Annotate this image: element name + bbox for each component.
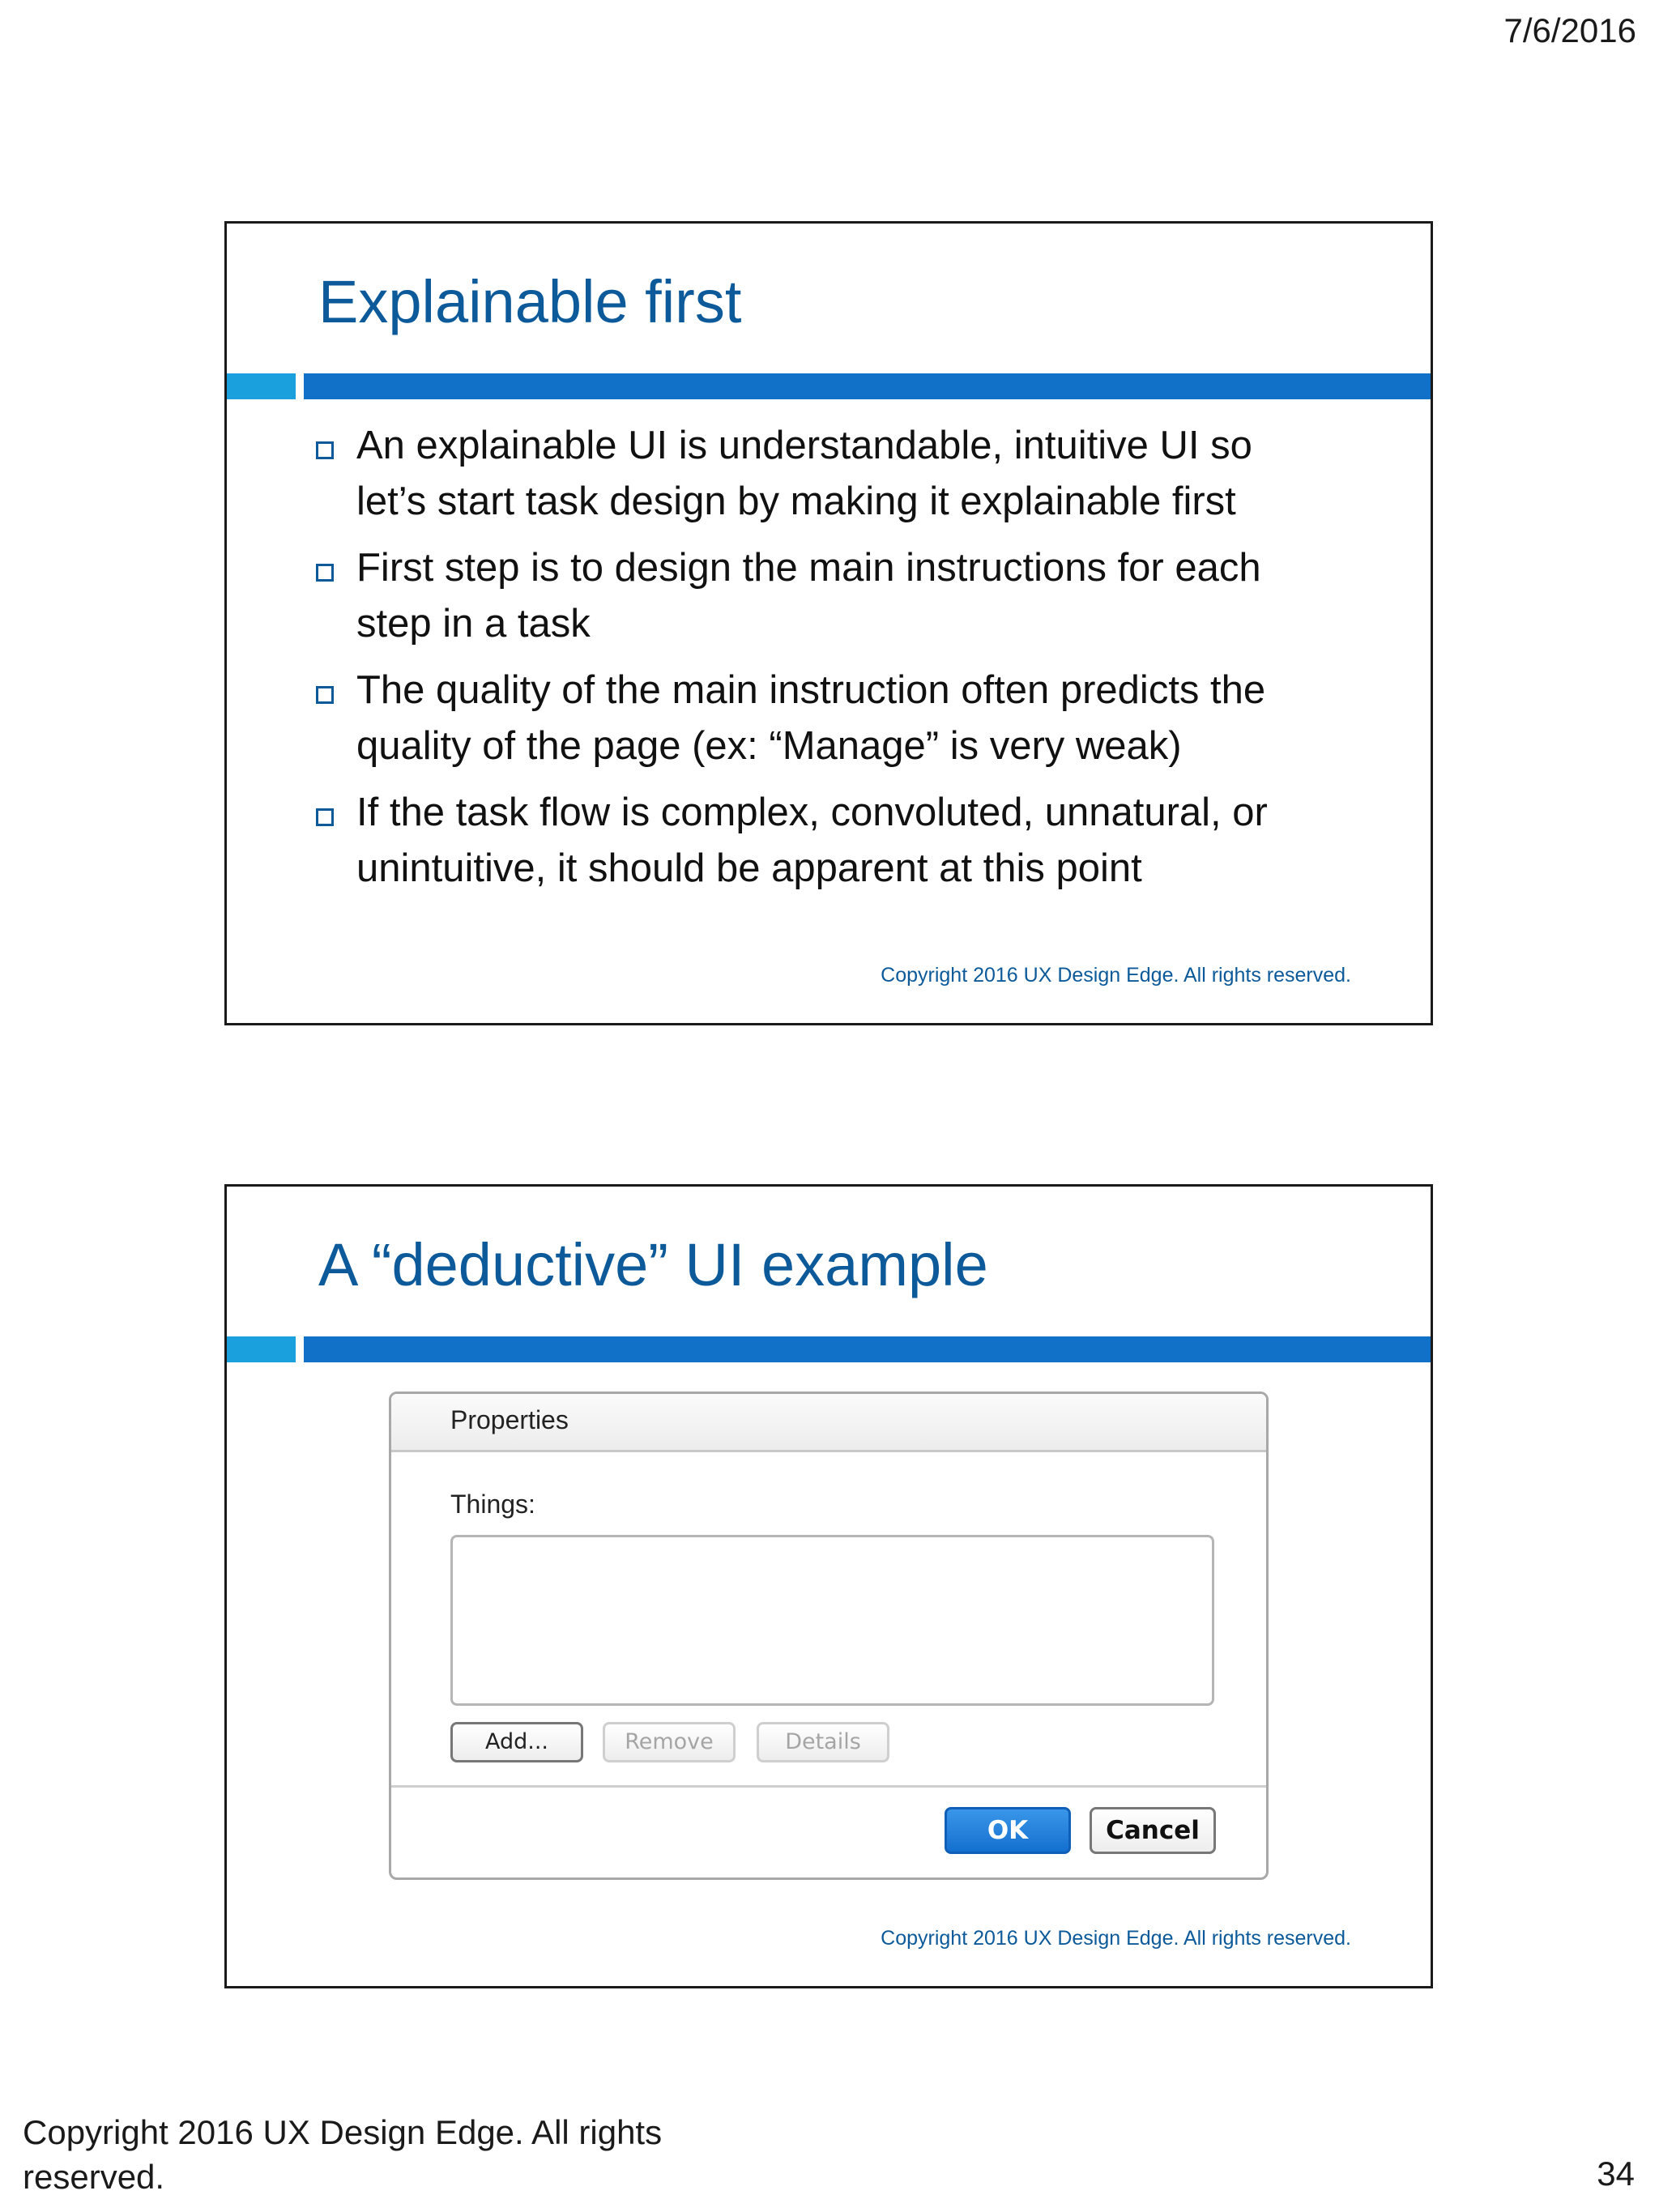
bullet-line: step in a task xyxy=(356,602,591,646)
bullet-line: quality of the page (ex: “Manage” is very weak) xyxy=(356,724,1182,768)
bullet-item xyxy=(316,540,1393,652)
things-listbox[interactable] xyxy=(450,1535,1214,1706)
remove-button[interactable]: Remove xyxy=(603,1722,736,1762)
bullet-line: An explainable UI is understandable, intuitive UI so xyxy=(356,424,1252,467)
page-number: 34 xyxy=(1597,2154,1635,2193)
bullet-line: The quality of the main instruction often predicts the xyxy=(356,668,1266,712)
square-bullet-icon xyxy=(316,808,334,826)
bullet-line: First step is to design the main instructions for each xyxy=(356,546,1261,590)
bullet-line: let’s start task design by making it explainable first xyxy=(356,479,1236,523)
add-button[interactable]: Add... xyxy=(450,1722,583,1762)
dialog-divider xyxy=(391,1785,1266,1788)
square-bullet-icon xyxy=(316,441,334,459)
footer-copyright-line: Copyright 2016 UX Design Edge. All rights xyxy=(23,2113,663,2151)
page-date: 7/6/2016 xyxy=(1503,11,1636,49)
footer-copyright-line: reserved. xyxy=(23,2158,165,2196)
title-accent-bar xyxy=(227,1336,296,1362)
square-bullet-icon xyxy=(316,686,334,704)
slide-deductive-ui-example xyxy=(224,1184,1433,1988)
bullet-item xyxy=(316,663,1393,774)
title-accent-bar xyxy=(227,373,296,399)
title-rule-bar xyxy=(304,1336,1431,1362)
dialog-title: Properties xyxy=(450,1405,569,1434)
slide-title: A “deductive” UI example xyxy=(318,1231,988,1298)
page-footer-copyright xyxy=(23,2110,687,2199)
bullet-item xyxy=(316,418,1393,530)
slide-copyright: Copyright 2016 UX Design Edge. All rights reserved. xyxy=(881,1927,1351,1950)
bullet-line: If the task flow is complex, convoluted, unnatural, or xyxy=(356,791,1268,834)
square-bullet-icon xyxy=(316,564,334,582)
bullet-item xyxy=(316,785,1393,897)
bullet-list xyxy=(316,418,1393,907)
slide-copyright: Copyright 2016 UX Design Edge. All rights reserved. xyxy=(881,964,1351,987)
bullet-line: unintuitive, it should be apparent at this point xyxy=(356,846,1142,890)
slide-explainable-first xyxy=(224,221,1433,1025)
cancel-button[interactable]: Cancel xyxy=(1090,1807,1216,1854)
details-button[interactable]: Details xyxy=(757,1722,889,1762)
title-rule-bar xyxy=(304,373,1431,399)
things-label: Things: xyxy=(450,1490,535,1519)
ok-button[interactable]: OK xyxy=(945,1807,1071,1854)
slide-title: Explainable first xyxy=(318,268,742,335)
properties-dialog xyxy=(389,1392,1269,1880)
